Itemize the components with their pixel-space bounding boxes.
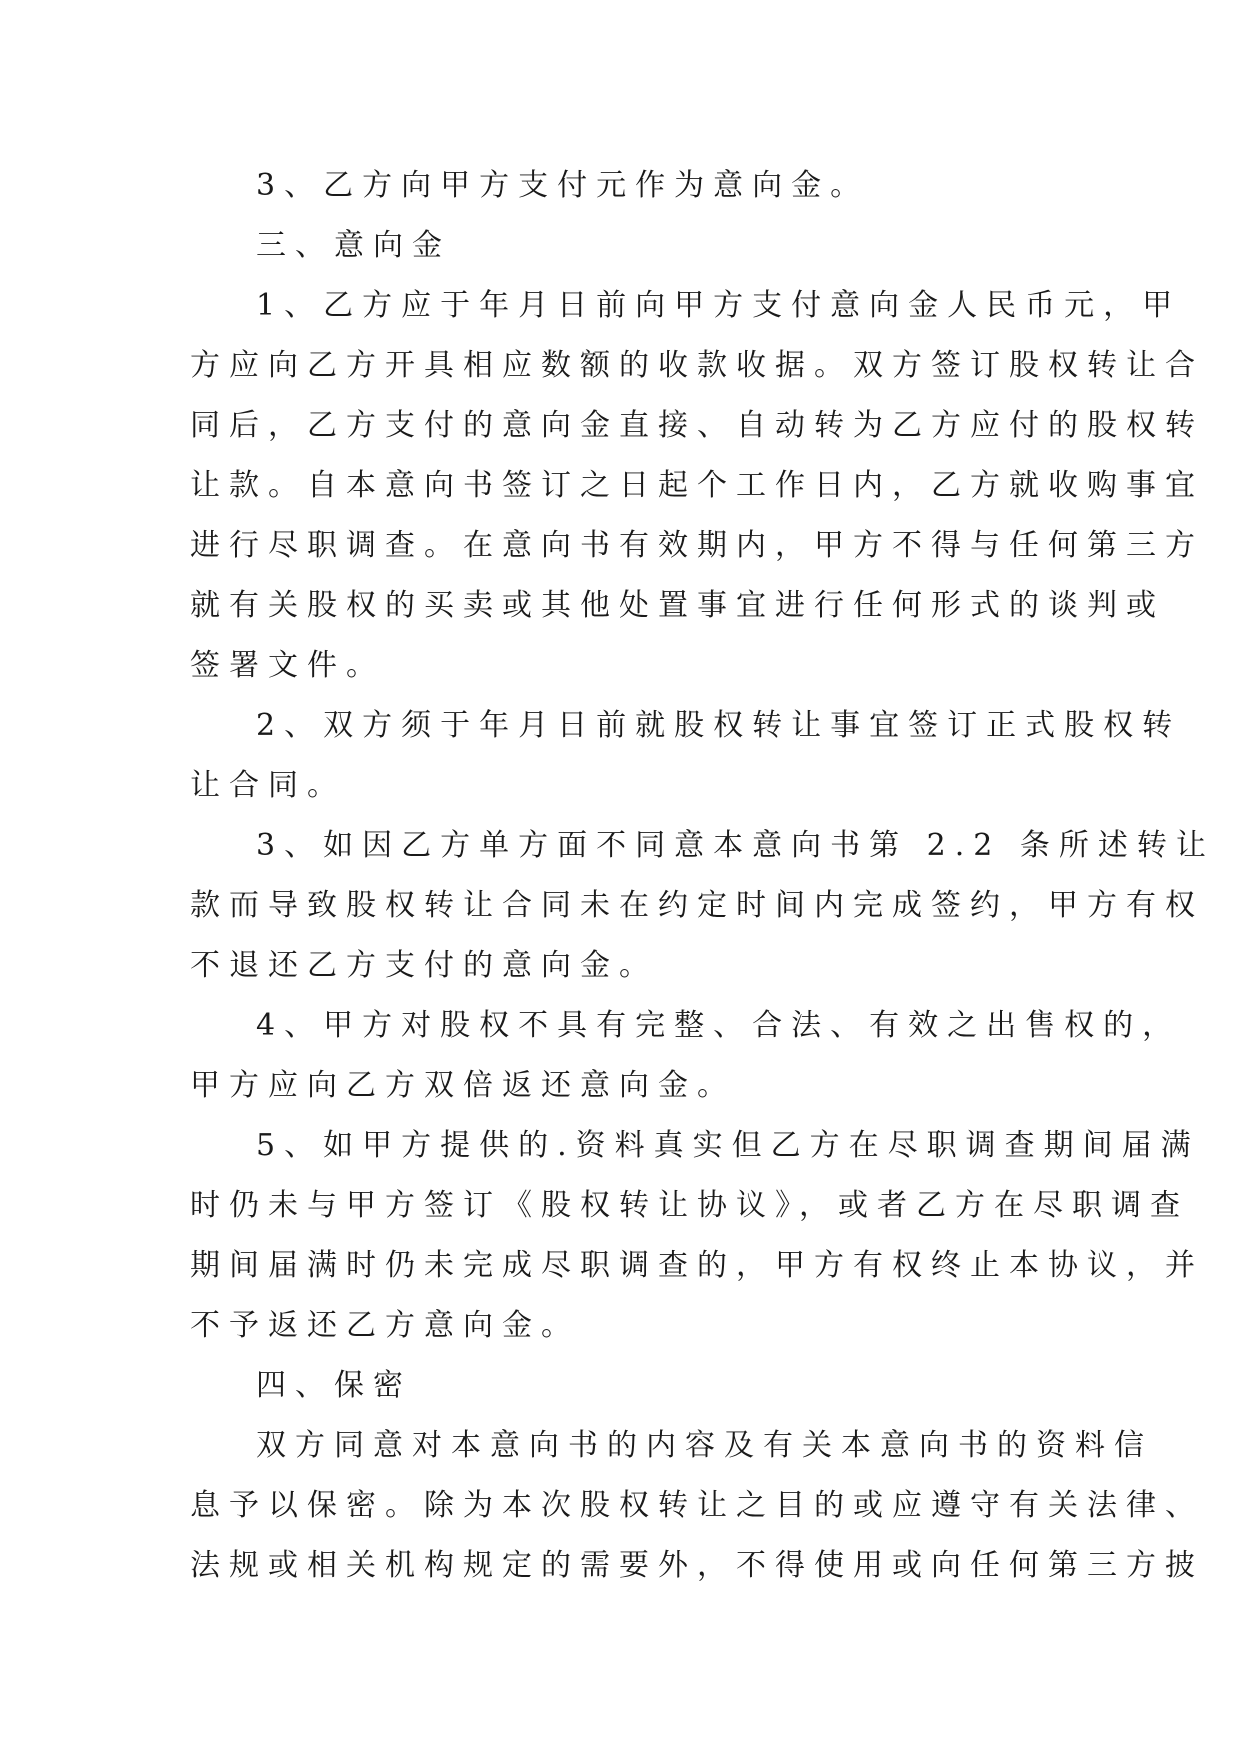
text-line: 让合同。 bbox=[190, 768, 346, 803]
text-line: 签署文件。 bbox=[190, 648, 385, 683]
text-line: 2、双方须于年月日前就股权转让事宜签订正式股权转 bbox=[256, 708, 1182, 743]
text-line: 3、如因乙方单方面不同意本意向书第 2.2 条所述转让 bbox=[256, 828, 1215, 863]
text-line: 同后，乙方支付的意向金直接、自动转为乙方应付的股权转 bbox=[190, 408, 1204, 443]
text-line: 法规或相关机构规定的需要外，不得使用或向任何第三方披 bbox=[190, 1548, 1204, 1583]
text-line: 1、乙方应于年月日前向甲方支付意向金人民币元，甲 bbox=[256, 288, 1182, 323]
text-line: 进行尽职调查。在意向书有效期内，甲方不得与任何第三方 bbox=[190, 528, 1204, 563]
text-line: 双方同意对本意向书的内容及有关本意向书的资料信 bbox=[256, 1428, 1153, 1463]
text-line: 不退还乙方支付的意向金。 bbox=[190, 948, 658, 983]
text-line: 款而导致股权转让合同未在约定时间内完成签约，甲方有权 bbox=[190, 888, 1204, 923]
document-body bbox=[190, 156, 1215, 1596]
text-line: 期间届满时仍未完成尽职调查的，甲方有权终止本协议，并 bbox=[190, 1248, 1204, 1283]
text-line: 不予返还乙方意向金。 bbox=[190, 1308, 580, 1343]
text-line: 4、甲方对股权不具有完整、合法、有效之出售权的， bbox=[256, 1008, 1182, 1043]
text-line: 就有关股权的买卖或其他处置事宜进行任何形式的谈判或 bbox=[190, 588, 1165, 623]
text-line: 让款。自本意向书签订之日起个工作日内，乙方就收购事宜 bbox=[190, 468, 1204, 503]
text-line: 5、如甲方提供的.资料真实但乙方在尽职调查期间届满 bbox=[256, 1128, 1200, 1163]
text-line: 方应向乙方开具相应数额的收款收据。双方签订股权转让合 bbox=[190, 348, 1204, 383]
text-line: 3、乙方向甲方支付元作为意向金。 bbox=[256, 168, 870, 203]
text-line: 甲方应向乙方双倍返还意向金。 bbox=[190, 1068, 736, 1103]
text-line: 时仍未与甲方签订《股权转让协议》，或者乙方在尽职调查 bbox=[190, 1188, 1189, 1223]
section-heading: 四、保密 bbox=[256, 1368, 412, 1403]
section-heading: 三、意向金 bbox=[256, 228, 451, 263]
text-line: 息予以保密。除为本次股权转让之目的或应遵守有关法律、 bbox=[190, 1488, 1204, 1523]
